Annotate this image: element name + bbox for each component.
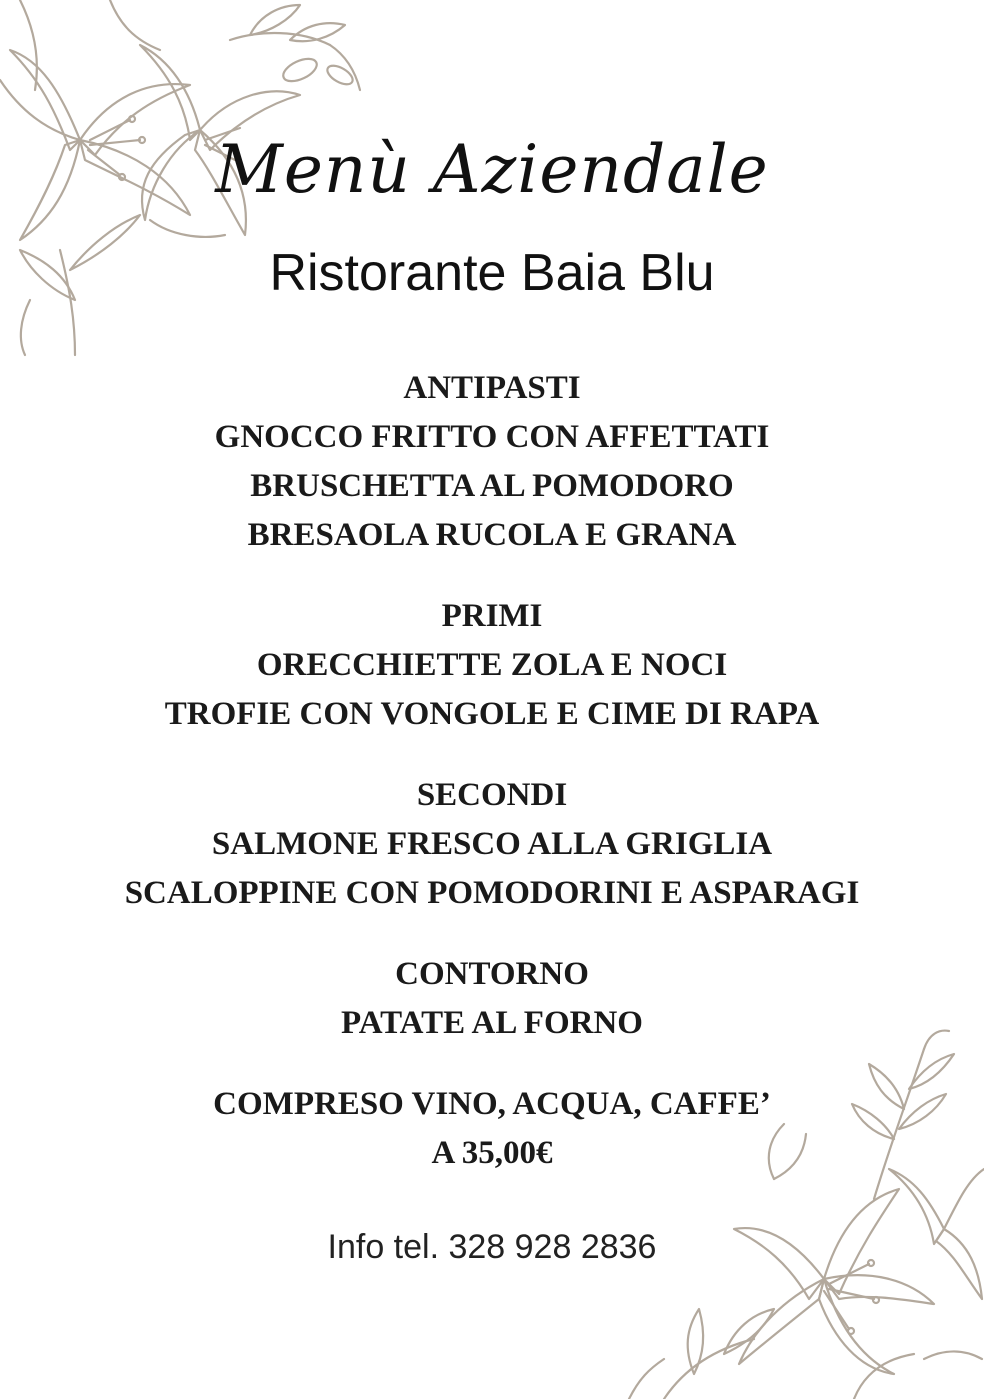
menu-item: PATATE AL FORNO xyxy=(341,1005,643,1041)
section-secondi xyxy=(0,771,984,918)
included-items: COMPRESO VINO, ACQUA, CAFFE’ xyxy=(213,1086,771,1122)
section-contorno xyxy=(0,950,984,1048)
section-antipasti xyxy=(0,364,984,560)
restaurant-name: Ristorante Baia Blu xyxy=(269,244,715,302)
page-title: Menù Aziendale xyxy=(215,131,769,208)
section-extras xyxy=(0,1080,984,1178)
section-heading: SECONDI xyxy=(416,777,568,813)
section-heading: CONTORNO xyxy=(395,956,589,992)
price: A 35,00€ xyxy=(431,1135,553,1171)
menu-item: BRUSCHETTA AL POMODORO xyxy=(250,468,734,504)
section-heading: ANTIPASTI xyxy=(403,370,581,406)
menu-item: SCALOPPINE CON POMODORINI E ASPARAGI xyxy=(124,875,860,911)
menu-list xyxy=(0,364,984,1210)
menu-item: BRESAOLA RUCOLA E GRANA xyxy=(247,517,737,553)
menu-item: TROFIE CON VONGOLE E CIME DI RAPA xyxy=(164,696,820,732)
contact-info: Info tel. 328 928 2836 xyxy=(327,1228,657,1266)
menu-item: GNOCCO FRITTO CON AFFETTATI xyxy=(214,419,770,455)
menu-item: SALMONE FRESCO ALLA GRIGLIA xyxy=(211,826,773,862)
section-primi xyxy=(0,592,984,739)
menu-item: ORECCHIETTE ZOLA E NOCI xyxy=(256,647,728,683)
section-heading: PRIMI xyxy=(441,598,543,634)
